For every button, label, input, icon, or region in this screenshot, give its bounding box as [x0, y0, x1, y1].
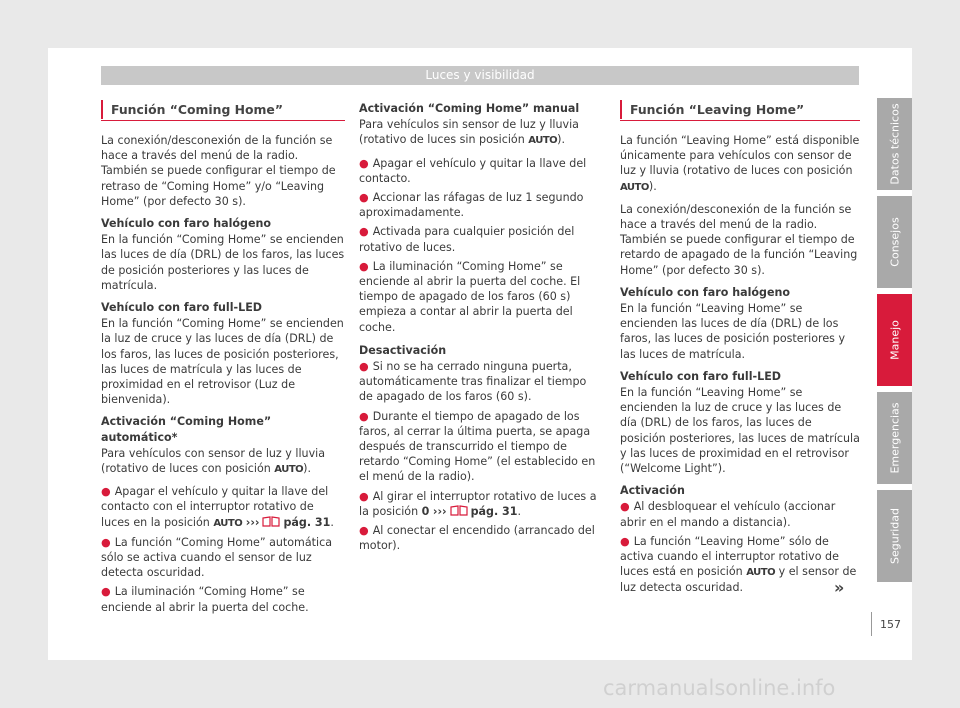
- list-item: [101, 484, 345, 531]
- subheading: Vehículo con faro halógeno: [101, 217, 271, 231]
- subheading: Vehículo con faro full-LED: [620, 369, 781, 383]
- text: Apagar el vehículo y quitar la llave del contacto con el interruptor rotativo de luces en la posición: [101, 485, 329, 529]
- subheading: Activación “Coming Home” manual: [359, 102, 580, 115]
- list-item: [620, 499, 860, 529]
- list-item: [359, 359, 603, 405]
- tab-emergencias[interactable]: [877, 392, 912, 484]
- paragraph: En la función “Leaving Home” se encienden la luz de cruce y las luces de día (DRL) de los faros, las luces de posición posteriores, las luces de matrícula y las luces de proximidad en el retrovisor (“Welcome Light”).: [620, 386, 860, 476]
- text: Al conectar el encendido (arrancado del motor).: [359, 524, 595, 553]
- list-item: [359, 489, 603, 519]
- text: Para vehículos sin sensor de luz y lluvia (rotativo de luces sin posición: [359, 118, 579, 147]
- continue-arrow-icon: »: [834, 578, 845, 597]
- paragraph: La conexión/desconexión de la función se hace a través del menú de la radio. También se puede configurar el tiempo de retraso de “Coming Home” y/o “Leaving Home” (por defecto 30 s).: [101, 134, 336, 208]
- subheading: Activación: [620, 484, 685, 498]
- text: y el sensor de luz detecta oscuridad.: [620, 565, 857, 595]
- text: Al desbloquear el vehículo (accionar abrir en el mando a distancia).: [620, 500, 836, 529]
- auto-position-icon: AUTO: [620, 181, 649, 193]
- text: Al girar el interruptor rotativo de luces a la posición: [359, 489, 597, 518]
- text: La función “Leaving Home” está disponible únicamente para vehículos con sensor de luz y lluvia (rotativo de luces con posición: [620, 134, 860, 178]
- list-item: [359, 259, 603, 335]
- bullet-icon: ●: [359, 360, 369, 374]
- bullet-icon: ●: [359, 191, 369, 205]
- text: .: [330, 515, 334, 529]
- list-item: [101, 584, 345, 614]
- text: ).: [303, 462, 312, 476]
- bullet-icon: ●: [101, 535, 111, 549]
- tab-consejos[interactable]: [877, 196, 912, 288]
- bullet-icon: ●: [101, 585, 111, 599]
- subheading: Activación “Coming Home” automático*: [101, 415, 272, 444]
- bullet-icon: ●: [359, 259, 369, 273]
- text: Activada para cualquier posición del rotativo de luces.: [359, 225, 575, 254]
- list-item: [359, 156, 603, 186]
- auto-position-icon: AUTO: [213, 517, 243, 529]
- list-item: [359, 409, 603, 485]
- tab-label: Seguridad: [888, 508, 901, 564]
- text: ).: [557, 133, 566, 147]
- bullet-icon: ●: [359, 489, 369, 503]
- list-item: [359, 224, 603, 254]
- arrows-icon: ›››: [245, 515, 260, 529]
- tab-datos-tecnicos[interactable]: [877, 98, 912, 190]
- text: Apagar el vehículo y quitar la llave del contacto.: [359, 156, 587, 185]
- column-3: [620, 100, 860, 600]
- section-header: Luces y visibilidad: [101, 66, 859, 85]
- text: La función “Leaving Home” sólo de activa cuando el interruptor rotativo de luces está en posición: [620, 534, 839, 579]
- auto-position-icon: AUTO: [528, 135, 558, 147]
- text: .: [517, 504, 522, 518]
- bullet-icon: ●: [101, 485, 111, 499]
- section-title-coming-home: Función “Coming Home”: [101, 100, 345, 119]
- page-number: 157: [880, 618, 901, 631]
- column-1: [101, 100, 345, 619]
- paragraph: En la función “Coming Home” se encienden la luz de cruce y las luces de día (DRL) de los faros, las luces de posición posteriores, las luces de matrícula y las luces de proximidad en el retrovisor (Luz de bienvenida).: [101, 317, 344, 407]
- list-item: [359, 190, 603, 220]
- book-reference-icon: [450, 505, 468, 516]
- auto-position-icon: AUTO: [274, 464, 304, 476]
- section-title-leaving-home: Función “Leaving Home”: [620, 100, 860, 119]
- text: ).: [648, 179, 657, 193]
- watermark: carmanualsonline.info: [603, 676, 836, 700]
- paragraph: En la función “Coming Home” se encienden las luces de día (DRL) de los faros, las luces de posición posteriores y las luces de matrícula.: [101, 233, 345, 292]
- page-number-divider: [871, 612, 872, 636]
- tab-manejo[interactable]: [877, 294, 912, 386]
- off-position-icon: 0: [421, 504, 430, 518]
- paragraph: [620, 133, 860, 195]
- subheading: Vehículo con faro halógeno: [620, 285, 790, 299]
- text: Si no se ha cerrado ninguna puerta, automáticamente tras finalizar el tiempo de apagado de los faros (60 s).: [359, 360, 587, 404]
- text: La iluminación “Coming Home” se enciende al abrir la puerta del coche. El tiempo de apagado de los faros (60 s) empieza a contar al abrir la puerta del coche.: [359, 259, 581, 334]
- text: Para vehículos con sensor de luz y lluvia (rotativo de luces con posición: [101, 446, 326, 476]
- text: La iluminación “Coming Home” se enciende al abrir la puerta del coche.: [101, 585, 309, 614]
- paragraph: [101, 446, 345, 477]
- paragraph: En la función “Leaving Home” se encienden las luces de día (DRL) de los faros, las luces de posición posteriores y las luces de matrícula.: [620, 302, 846, 361]
- subheading: Vehículo con faro full-LED: [101, 301, 262, 315]
- bullet-icon: ●: [359, 225, 369, 239]
- subheading: Desactivación: [359, 343, 447, 357]
- book-reference-icon: [262, 516, 280, 527]
- section-rule: [101, 120, 345, 121]
- page-reference-link[interactable]: pág. 31: [470, 504, 518, 518]
- tab-seguridad[interactable]: [877, 490, 912, 582]
- tab-label: Emergencias: [888, 402, 901, 474]
- tab-label: Manejo: [888, 320, 901, 360]
- text: Accionar las ráfagas de luz 1 segundo aproximadamente.: [359, 191, 584, 220]
- section-rule: [620, 120, 860, 121]
- auto-position-icon: AUTO: [746, 567, 776, 579]
- list-item: [359, 523, 603, 553]
- paragraph: [359, 117, 603, 148]
- bullet-icon: ●: [359, 524, 369, 538]
- bullet-icon: ●: [359, 409, 369, 423]
- tab-label: Consejos: [888, 217, 901, 267]
- text: La función “Coming Home” automática sólo se activa cuando el sensor de luz detecta oscuridad.: [101, 535, 332, 580]
- text: Durante el tiempo de apagado de los faros, al cerrar la última puerta, se apaga después de transcurrido el tiempo de retardo “Coming Home” (el establecido en el menú de la radio).: [359, 409, 596, 484]
- list-item: [101, 535, 345, 581]
- bullet-icon: ●: [359, 156, 369, 170]
- paragraph: La conexión/desconexión de la función se hace a través del menú de la radio. También se puede configurar el tiempo de retardo de apagado de la función “Leaving Home” (por defecto 30 s).: [620, 202, 858, 277]
- bullet-icon: ●: [620, 500, 630, 514]
- arrows-icon: ›››: [432, 504, 447, 518]
- column-2: [359, 101, 603, 557]
- tab-label: Datos técnicos: [888, 103, 901, 185]
- bullet-icon: ●: [620, 534, 630, 548]
- page-reference-link[interactable]: pág. 31: [283, 515, 331, 529]
- list-item: [620, 534, 860, 596]
